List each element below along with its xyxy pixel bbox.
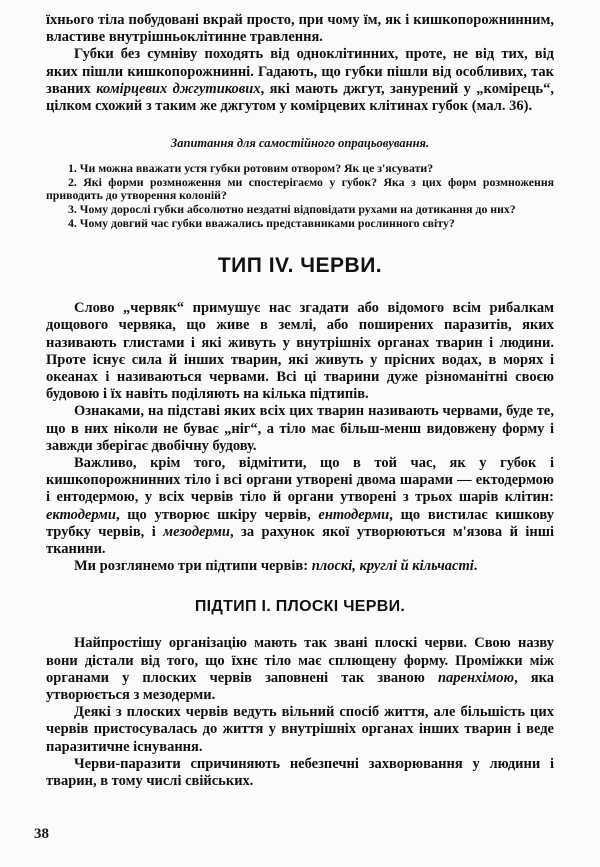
page-number: 38	[34, 826, 49, 842]
question-item: 2. Які форми розмноження ми спостерігаємо у губок? Яка з цих форм розмноження приводить до утворення колоній?	[46, 174, 554, 203]
intro-p2-text-b: , які мають джгут, занурений у „комірець“, цілком схожий з таким же джгутом у комірцевих клітинах губок (мал. 36).	[46, 80, 554, 115]
intro-paragraph-1: їхнього тіла побудовані вкрай просто, при чому їм, як і кишкопорожнинним, властиве внутрішньоклітинне травлення.	[46, 12, 554, 46]
worms-paragraph-4	[46, 558, 554, 575]
term-ectoderm: ектодерми	[46, 506, 116, 523]
term-subtypes: плоскі, круглі й кільчасті	[311, 558, 474, 575]
question-item: 1. Чи можна вважати устя губки ротовим отвором? Як це з'ясувати?	[68, 161, 434, 176]
worms-paragraph-3	[46, 455, 554, 558]
flatworms-p1-text-a: Найпростішу організацію мають так звані плоскі черви. Свою назву вони дістали від того, що їхнє тіло має сплющену форму. Проміжки між органами у плоских червів заповнені так званою	[46, 635, 554, 686]
term-endoderm: ентодерми	[318, 506, 390, 523]
worms-p3-text-b: , що утворює шкіру червів,	[115, 506, 319, 523]
questions-heading: Запитання для самостійного опрацьовування.	[170, 136, 430, 151]
question-item: 4. Чому довгий час губки вважались представниками рослинного світу?	[68, 215, 455, 230]
worms-p3-text-c: , що вистилає кишкову трубку червів, і	[46, 506, 555, 540]
term-parenchyma: паренхімою	[437, 669, 515, 686]
flatworms-paragraph-1	[46, 635, 554, 704]
worms-paragraph-1: Слово „червяк“ примушує нас згадати або відомого всім рибалкам дощового червяка, що живе в землі, або поширених паразитів, яких називають глистами і які живуть у внутрішніх органах тварин і людини. Проте існує сила й інших тварин, які живуть у прісних водах, в морях і океанах і називаються червами. Всі ці тварини дуже різноманітні своєю будовою і їх навіть поділяють на кілька підтипів.	[46, 300, 554, 403]
flatworms-paragraph-3: Черви-паразити спричиняють небезпечні захворювання у людини і тварин, в тому числі свійських.	[46, 755, 554, 790]
section-title-type-4: ТИП IV. ЧЕРВИ.	[217, 254, 383, 278]
worms-paragraph-2: Ознаками, на підставі яких всіх цих тварин називають червами, буде те, що в них ніколи не буває „ніг“, а тіло має більш-менш видовжену форму і завжди зберігає двобічну будову.	[46, 403, 554, 454]
worms-p4-text-b: .	[473, 558, 478, 575]
term-collar-flagellates: комірцевих джгутикових	[96, 80, 261, 97]
flatworms-p1-text-b: , яка утворюється з мезодерми.	[46, 669, 554, 704]
page-content	[46, 12, 554, 790]
flatworms-paragraph-2: Деякі з плоских червів ведуть вільний спосіб життя, але більшість цих червів пристосувалась до життя у внутрішніх органах інших тварин і веде паразитичне існування.	[46, 704, 554, 755]
intro-paragraph-2	[46, 46, 554, 115]
worms-p3-text-a: Важливо, крім того, відмітити, що в той час, як у губок і кишкопорожнинних тіло і всі органи утворені двома шарами — ектодермою і ентодермою, у всіх червів тіло й органи утворені з трьох шарів клітин:	[46, 455, 554, 506]
subsection-title-flatworms: ПІДТИП І. ПЛОСКІ ЧЕРВИ.	[194, 598, 406, 616]
worms-p4-text-a: Ми розглянемо три підтипи червів:	[74, 558, 312, 575]
term-mesoderm: мезодерми	[163, 523, 230, 540]
intro-p2-text-a: Губки без сумніву походять від одноклітинних, проте, не від тих, від яких пішли кишкопорожнинні. Гадають, що губки пішли від особливих, так званих	[46, 46, 554, 97]
question-item: 3. Чому дорослі губки абсолютно нездатні відповідати рухами на дотикання до них?	[68, 202, 516, 216]
worms-p3-text-d: , за рахунок якої утворюються м'язова й інші тканини.	[46, 523, 555, 558]
